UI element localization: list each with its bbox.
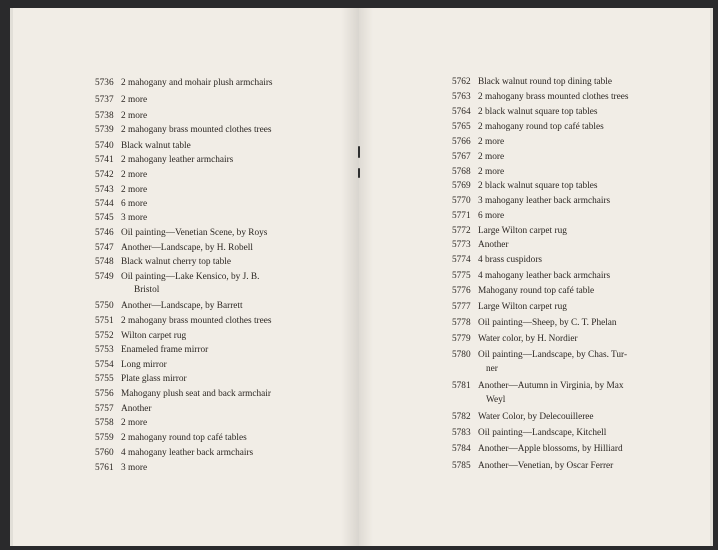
- lot-description: Oil painting—Lake Kensico, by J. B.: [121, 272, 260, 282]
- page-edge: [10, 8, 13, 546]
- lot-number: 5745: [95, 213, 114, 223]
- lot-number: 5761: [95, 463, 114, 473]
- lot-number: 5768: [452, 167, 471, 177]
- lot-number: 5763: [452, 92, 471, 102]
- lot-number: 5749: [95, 272, 114, 282]
- lot-description: 3 more: [121, 213, 148, 223]
- lot-description: 2 more: [121, 111, 148, 121]
- lot-number: 5754: [95, 360, 114, 370]
- lot-number: 5751: [95, 316, 114, 326]
- lot-number: 5779: [452, 334, 471, 344]
- lot-description: Oil painting—Landscape, by Chas. Tur-: [478, 350, 628, 360]
- lot-number: 5755: [95, 374, 114, 384]
- lot-description: 2 mahogany round top café tables: [478, 122, 604, 132]
- lot-number: 5766: [452, 137, 471, 147]
- lot-number: 5785: [452, 461, 471, 471]
- lot-number: 5744: [95, 199, 114, 209]
- lot-number: 5738: [95, 111, 114, 121]
- lot-number: 5771: [452, 211, 471, 221]
- lot-description-continued: Bristol: [134, 285, 160, 295]
- lot-number: 5760: [95, 448, 114, 458]
- lot-number: 5780: [452, 350, 471, 360]
- lot-description: Oil painting—Landscape, Kitchell: [478, 428, 607, 438]
- lot-description: 2 mahogany leather armchairs: [121, 155, 234, 165]
- lot-description: 4 mahogany leather back armchairs: [478, 271, 611, 281]
- lot-description: Another—Venetian, by Oscar Ferrer: [478, 461, 614, 471]
- lot-description: Large Wilton carpet rug: [478, 226, 567, 236]
- lot-description: Another—Landscape, by Barrett: [121, 301, 243, 311]
- lot-number: 5773: [452, 240, 471, 250]
- lot-number: 5742: [95, 170, 114, 180]
- lot-number: 5770: [452, 196, 471, 206]
- lot-description-continued: Weyl: [486, 395, 506, 405]
- lot-description: Oil painting—Sheep, by C. T. Phelan: [478, 318, 617, 328]
- lot-number: 5774: [452, 255, 471, 265]
- lot-description: Mahogany round top café table: [478, 286, 595, 296]
- lot-number: 5767: [452, 152, 471, 162]
- lot-description: Mahogany plush seat and back armchair: [121, 389, 271, 399]
- lot-description: Long mirror: [121, 360, 167, 370]
- lot-number: 5778: [452, 318, 471, 328]
- lot-description: Another: [478, 240, 509, 250]
- lot-description: 2 more: [121, 185, 148, 195]
- lot-description: Black walnut table: [121, 141, 191, 151]
- lot-description: 6 more: [121, 199, 148, 209]
- lot-number: 5736: [95, 78, 114, 88]
- lot-description: 2 more: [121, 170, 148, 180]
- lot-description: Oil painting—Venetian Scene, by Roys: [121, 228, 268, 238]
- lot-number: 5783: [452, 428, 471, 438]
- lot-description: Another—Landscape, by H. Robell: [121, 243, 253, 253]
- lot-number: 5765: [452, 122, 471, 132]
- lot-number: 5781: [452, 381, 471, 391]
- lot-description: 2 mahogany brass mounted clothes trees: [121, 125, 272, 135]
- lot-number: 5752: [95, 331, 114, 341]
- lot-description: 2 more: [121, 418, 148, 428]
- lot-number: 5737: [95, 95, 114, 105]
- lot-number: 5756: [95, 389, 114, 399]
- lot-number: 5741: [95, 155, 114, 165]
- lot-description: 2 mahogany round top café tables: [121, 433, 247, 443]
- lot-number: 5777: [452, 302, 471, 312]
- lot-description-continued: ner: [486, 364, 498, 374]
- lot-number: 5748: [95, 257, 114, 267]
- lot-description: 2 more: [121, 95, 148, 105]
- lot-description: Wilton carpet rug: [121, 331, 187, 341]
- lot-description: Large Wilton carpet rug: [478, 302, 567, 312]
- lot-description: Black walnut cherry top table: [121, 257, 231, 267]
- lot-description: Plate glass mirror: [121, 374, 187, 384]
- lot-number: 5772: [452, 226, 471, 236]
- lot-description: 2 mahogany brass mounted clothes trees: [121, 316, 272, 326]
- lot-number: 5750: [95, 301, 114, 311]
- lot-number: 5740: [95, 141, 114, 151]
- lot-description: 3 mahogany leather back armchairs: [478, 196, 611, 206]
- lot-description: Another—Apple blossoms, by Hilliard: [478, 444, 623, 454]
- lot-description: 2 more: [478, 167, 505, 177]
- lot-description: 4 brass cuspidors: [478, 255, 543, 265]
- lot-number: 5753: [95, 345, 114, 355]
- lot-description: 3 more: [121, 463, 148, 473]
- lot-number: 5743: [95, 185, 114, 195]
- lot-description: 2 more: [478, 152, 505, 162]
- lot-number: 5747: [95, 243, 114, 253]
- binding-stitch: [358, 146, 360, 158]
- binding-stitch: [358, 168, 360, 178]
- lot-description: 6 more: [478, 211, 505, 221]
- lot-description: Another: [121, 404, 152, 414]
- lot-description: Water color, by H. Nordier: [478, 334, 578, 344]
- lot-number: 5776: [452, 286, 471, 296]
- lot-description: 2 black walnut square top tables: [478, 181, 598, 191]
- lot-description: Enameled frame mirror: [121, 345, 209, 355]
- lot-number: 5784: [452, 444, 471, 454]
- gutter-shadow: [341, 8, 359, 546]
- lot-description: 4 mahogany leather back armchairs: [121, 448, 254, 458]
- page-edge: [710, 8, 713, 546]
- lot-description: Another—Autumn in Virginia, by Max: [478, 381, 624, 391]
- lot-number: 5758: [95, 418, 114, 428]
- lot-description: Black walnut round top dining table: [478, 77, 613, 87]
- lot-number: 5775: [452, 271, 471, 281]
- lot-number: 5764: [452, 107, 471, 117]
- lot-number: 5757: [95, 404, 114, 414]
- lot-number: 5762: [452, 77, 471, 87]
- lot-number: 5739: [95, 125, 114, 135]
- lot-number: 5782: [452, 412, 471, 422]
- lot-description: 2 more: [478, 137, 505, 147]
- lot-description: 2 mahogany brass mounted clothes trees: [478, 92, 629, 102]
- lot-number: 5746: [95, 228, 114, 238]
- gutter-shadow: [359, 8, 373, 546]
- lot-description: 2 mahogany and mohair plush armchairs: [121, 78, 273, 88]
- lot-number: 5759: [95, 433, 114, 443]
- lot-description: Water Color, by Delecouilleree: [478, 412, 594, 422]
- lot-number: 5769: [452, 181, 471, 191]
- lot-description: 2 black walnut square top tables: [478, 107, 598, 117]
